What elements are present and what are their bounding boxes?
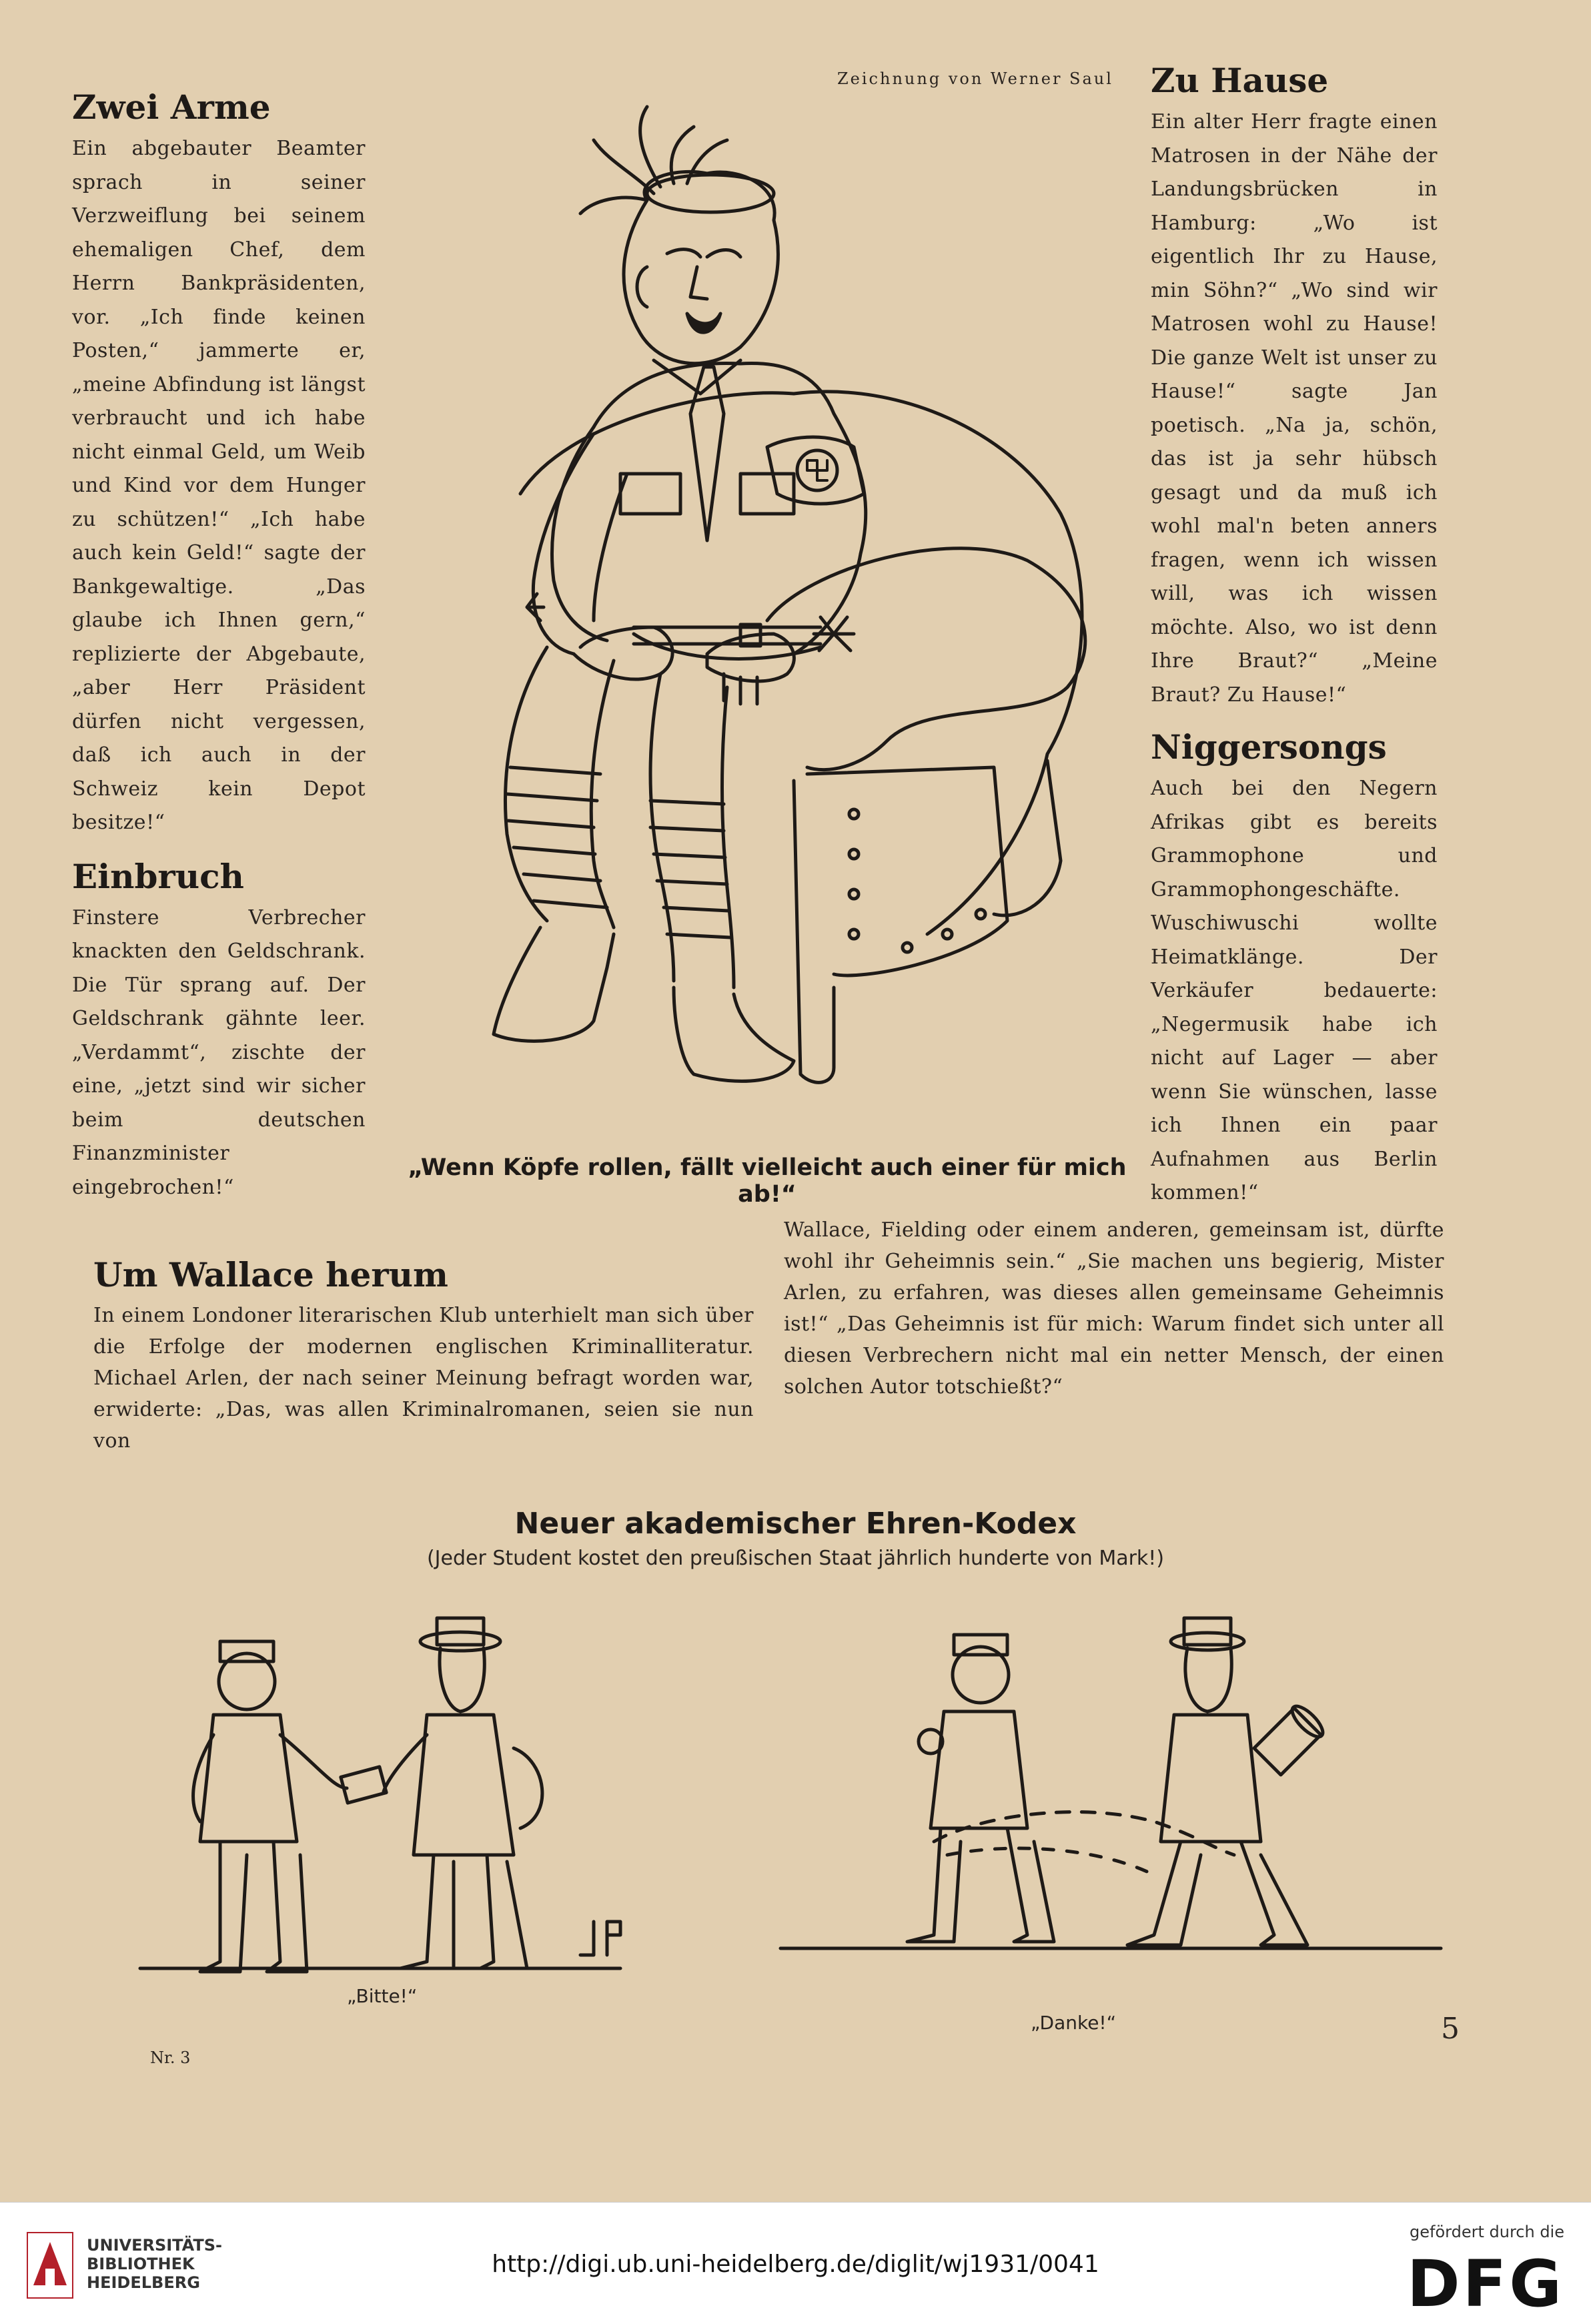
kodex-cartoon-illustration	[113, 1601, 1461, 1975]
article-title-wallace: Um Wallace herum	[93, 1255, 448, 1294]
cartoon-label-danke: „Danke!“	[1031, 2012, 1117, 2034]
article-title-einbruch: Einbruch	[72, 856, 244, 896]
article-text-zu-hause: Ein alter Herr fragte einen Matrosen in der Nähe der Landungsbrücken in Hamburg: „Wo ist eigentlich Ihr zu Hause, min Söhn?“ „Wo sind wir Matrosen wohl zu Hause! Die ganze Welt ist unser zu Hause!“ sagte Jan poetisch. „Na ja, schön, das ist ja sehr hübsch gesagt und da muß ich wohl mal'n beten anners fragen, wenn ich wissen will, was ich wissen möchte. Also, wo ist denn Ihre Braut?“ „Meine Braut? Zu Hause!“	[1151, 110, 1438, 707]
wallace-right-column	[784, 1214, 1444, 1403]
illustration-credit: Zeichnung von Werner Saul	[837, 69, 1113, 88]
issue-number: Nr. 3	[150, 2048, 191, 2067]
cartoon-label-bitte: „Bitte!“	[347, 1985, 418, 2007]
article-text-wallace-right: Wallace, Fielding oder einem anderen, gemeinsam ist, dürfte wohl ihr Geheimnis sein.“ „Sie machen uns begierig, Mister Arlen, zu erfahren, was dieses allen gemeinsame Geheimnis ist!“ „Das Geheimnis ist für mich: Warum findet sich unter all diesen Verbrechern nicht mal ein netter Mensch, der einen solchen Autor totschießt?“	[784, 1218, 1444, 1399]
url-text	[0, 2251, 1591, 2278]
footer-bar	[0, 2202, 1591, 2324]
page-number: 5	[1441, 2012, 1460, 2046]
article-title-zwei-arme: Zwei Arme	[72, 87, 271, 127]
article-text-niggersongs: Auch bei den Negern Afrikas gibt es bereits Grammophone und Grammophongeschäfte. Wuschiwuschi wollte Heimatklänge. Der Verkäufer bedauerte: „Negermusik habe ich nicht auf Lager — aber wenn Sie wünschen, lasse ich Ihnen ein paar Aufnahmen aus Berlin kommen!“	[1151, 777, 1438, 1204]
left-column	[72, 80, 366, 1204]
illustration-caption: „Wenn Köpfe rollen, fällt vielleicht auch einer für mich ab!“	[408, 1154, 1127, 1208]
dfg-logo: DFG	[1406, 2247, 1564, 2321]
permalink-link[interactable]: http://digi.ub.uni-heidelberg.de/diglit/wj1931/0041	[492, 2251, 1099, 2278]
article-text-zwei-arme: Ein abgebauter Beamter sprach in seiner Verzweiflung bei seinem ehemaligen Chef, dem Herrn Bankpräsidenten, vor. „Ich finde keinen Posten,“ jammerte er, „meine Abfindung ist längst verbraucht und ich habe nicht einmal Geld, um Weib und Kind vor dem Hunger zu schützen!“ „Ich habe auch kein Geld!“ sagte der Bankgewaltige. „Das glaube ich Ihnen gern,“ replizierte der Abgebaute, „aber Herr Präsident dürfen nicht vergessen, daß ich auch in der Schweiz kein Depot besitze!“	[72, 137, 366, 834]
kodex-title: Neuer akademischer Ehren-Kodex	[514, 1507, 1077, 1541]
article-title-niggersongs: Niggersongs	[1151, 727, 1387, 767]
armchair-man-illustration	[394, 100, 1141, 1141]
kodex-subtitle: (Jeder Student kostet den preußischen Staat jährlich hunderte von Mark!)	[426, 1547, 1165, 1570]
article-text-wallace-left: In einem Londoner literarischen Klub unterhielt man sich über die Erfolge der modernen englischen Kriminalliteratur. Michael Arlen, der nach seiner Meinung befragt worden war, erwiderte: „Das, was allen Kriminalromanen, seien sie nun von	[93, 1304, 754, 1453]
institution-name: UNIVERSITÄTS- BIBLIOTHEK HEIDELBERG	[87, 2236, 223, 2292]
article-text-einbruch: Finstere Verbrecher knackten den Geldschrank. Die Tür sprang auf. Der Geldschrank gähnte leer. „Verdammt“, zischte der eine, „jetzt sind wir sicher beim deutschen Finanzminister eingebrochen!“	[72, 905, 366, 1199]
article-title-zu-hause: Zu Hause	[1151, 61, 1329, 100]
wallace-left-column	[93, 1248, 754, 1457]
funder-text: gefördert durch die	[1410, 2223, 1564, 2241]
right-column	[1151, 53, 1438, 1210]
